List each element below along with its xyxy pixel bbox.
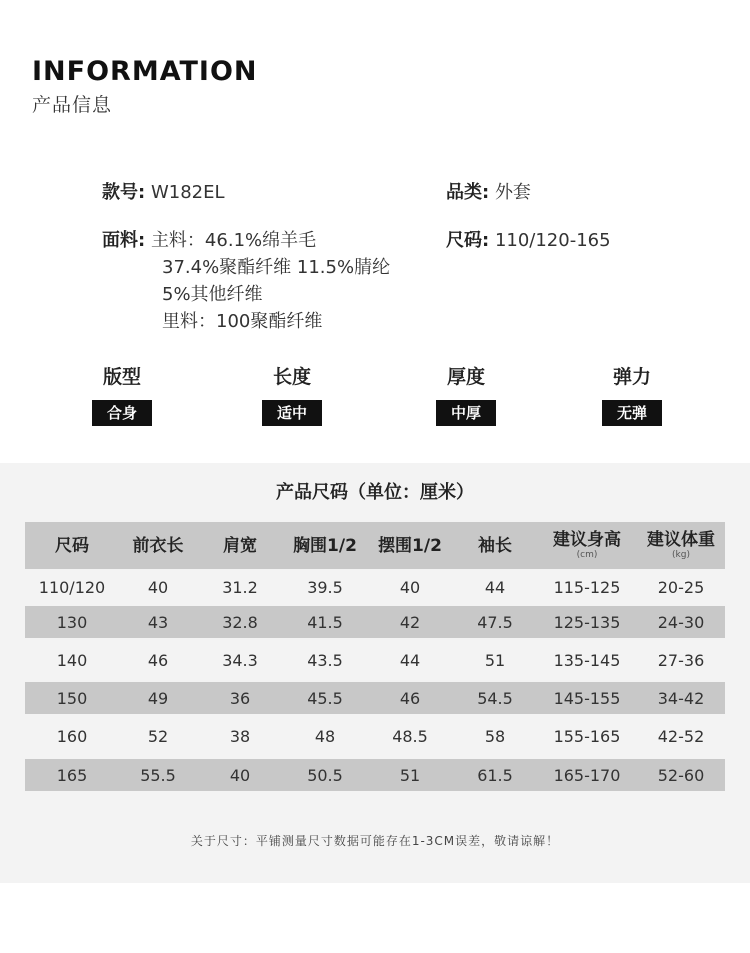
table-cell: 24-30 <box>657 612 705 632</box>
table-cell: 130 <box>56 612 88 632</box>
table-row <box>25 569 725 606</box>
spec-size-value: 110/120-165 <box>494 230 611 251</box>
spec-style-value: W182EL <box>150 182 225 203</box>
header-col-weight <box>637 531 725 560</box>
attr-length <box>232 364 352 426</box>
attr-fit-value: 合身 <box>92 400 152 426</box>
table-cell: 145-155 <box>553 688 621 708</box>
header-col-front-length <box>119 537 197 555</box>
table-cell: 40 <box>399 578 421 597</box>
table-cell: 51 <box>399 765 421 785</box>
table-cell: 48.5 <box>392 727 428 746</box>
attr-thickness-label: 厚度 <box>446 366 485 388</box>
attr-elasticity-label: 弹力 <box>612 366 651 388</box>
table-row <box>25 638 725 682</box>
table-cell: 20-25 <box>657 578 705 597</box>
header-unit: (kg) <box>672 550 690 560</box>
spec-size <box>446 226 611 252</box>
size-note: 关于尺寸：平铺测量尺寸数据可能存在1-3CM误差，敬请谅解！ <box>190 834 560 848</box>
size-chart-title: 产品尺码（单位：厘米） <box>276 482 474 503</box>
attr-fit-label: 版型 <box>102 366 141 388</box>
table-cell: 46 <box>399 688 421 708</box>
table-cell: 43.5 <box>307 650 343 670</box>
spec-fabric <box>102 226 316 252</box>
table-row <box>25 759 725 791</box>
table-cell: 54.5 <box>477 688 513 708</box>
attr-elasticity <box>572 364 692 426</box>
table-cell: 49 <box>147 688 169 708</box>
spec-style-label: 款号: <box>102 182 146 203</box>
table-cell: 110/120 <box>38 578 106 597</box>
table-cell: 36 <box>229 688 251 708</box>
table-cell: 58 <box>484 727 506 746</box>
spec-category <box>446 178 531 204</box>
table-cell: 47.5 <box>477 612 513 632</box>
spec-category-label: 品类: <box>446 182 490 203</box>
table-cell: 41.5 <box>307 612 343 632</box>
spec-fabric-line-3: 5%其他纤维 <box>162 284 263 305</box>
attr-length-value: 适中 <box>262 400 322 426</box>
table-row <box>25 714 725 759</box>
header-label: 肩宽 <box>223 535 257 556</box>
table-cell: 44 <box>484 578 506 597</box>
header-col-height <box>537 531 637 560</box>
header-label: 前衣长 <box>132 535 184 556</box>
table-cell: 52-60 <box>657 765 705 785</box>
spec-fabric-line-4: 里料：100聚酯纤维 <box>162 311 323 332</box>
table-row <box>25 682 725 714</box>
spec-category-value: 外套 <box>494 182 531 203</box>
header-col-sleeve <box>453 537 537 555</box>
table-cell: 42-52 <box>657 727 705 746</box>
header-col-size <box>25 537 119 555</box>
table-cell: 50.5 <box>307 765 343 785</box>
table-cell: 140 <box>56 650 88 670</box>
table-cell: 150 <box>56 688 88 708</box>
header-unit: (cm) <box>576 550 598 560</box>
spec-fabric-line-2: 37.4%聚酯纤维 11.5%腈纶 <box>162 257 391 278</box>
header-label: 尺码 <box>55 535 89 556</box>
table-cell: 46 <box>147 650 169 670</box>
table-cell: 45.5 <box>307 688 343 708</box>
table-cell: 40 <box>147 578 169 597</box>
table-cell: 43 <box>147 612 169 632</box>
table-cell: 39.5 <box>307 578 343 597</box>
spec-fabric-label: 面料: <box>102 230 146 251</box>
attr-length-label: 长度 <box>272 366 311 388</box>
table-header-row <box>25 522 725 569</box>
table-cell: 160 <box>56 727 88 746</box>
header-label: 胸围1/2 <box>293 535 357 556</box>
info-subtitle: 产品信息 <box>32 94 113 116</box>
table-cell: 31.2 <box>222 578 258 597</box>
table-cell: 55.5 <box>140 765 176 785</box>
header-label: 建议体重 <box>647 530 715 550</box>
attr-elasticity-value: 无弹 <box>602 400 662 426</box>
table-row <box>25 606 725 638</box>
table-cell: 42 <box>399 612 421 632</box>
attr-fit <box>62 364 182 426</box>
table-cell: 135-145 <box>553 650 621 670</box>
table-cell: 165 <box>56 765 88 785</box>
spec-size-label: 尺码: <box>446 230 490 251</box>
header-col-chest <box>283 537 367 555</box>
header-label: 建议身高 <box>553 530 621 550</box>
table-cell: 165-170 <box>553 765 621 785</box>
table-cell: 155-165 <box>553 727 621 746</box>
spec-fabric-line-1: 主料：46.1%绵羊毛 <box>150 230 317 251</box>
table-cell: 48 <box>314 727 336 746</box>
table-cell: 44 <box>399 650 421 670</box>
info-title: INFORMATION <box>32 56 258 87</box>
size-table <box>25 522 725 791</box>
table-cell: 32.8 <box>222 612 258 632</box>
header-label: 摆围1/2 <box>378 535 442 556</box>
header-label: 袖长 <box>478 535 512 556</box>
attr-thickness-value: 中厚 <box>436 400 496 426</box>
table-cell: 52 <box>147 727 169 746</box>
header-col-hem <box>367 537 453 555</box>
table-cell: 27-36 <box>657 650 705 670</box>
table-cell: 34-42 <box>657 688 705 708</box>
spec-style-no <box>102 178 225 204</box>
table-cell: 61.5 <box>477 765 513 785</box>
table-cell: 38 <box>229 727 251 746</box>
table-cell: 115-125 <box>553 578 621 597</box>
table-cell: 125-135 <box>553 612 621 632</box>
table-cell: 51 <box>484 650 506 670</box>
attr-thickness <box>406 364 526 426</box>
header-col-shoulder <box>197 537 283 555</box>
table-cell: 34.3 <box>222 650 258 670</box>
table-cell: 40 <box>229 765 251 785</box>
